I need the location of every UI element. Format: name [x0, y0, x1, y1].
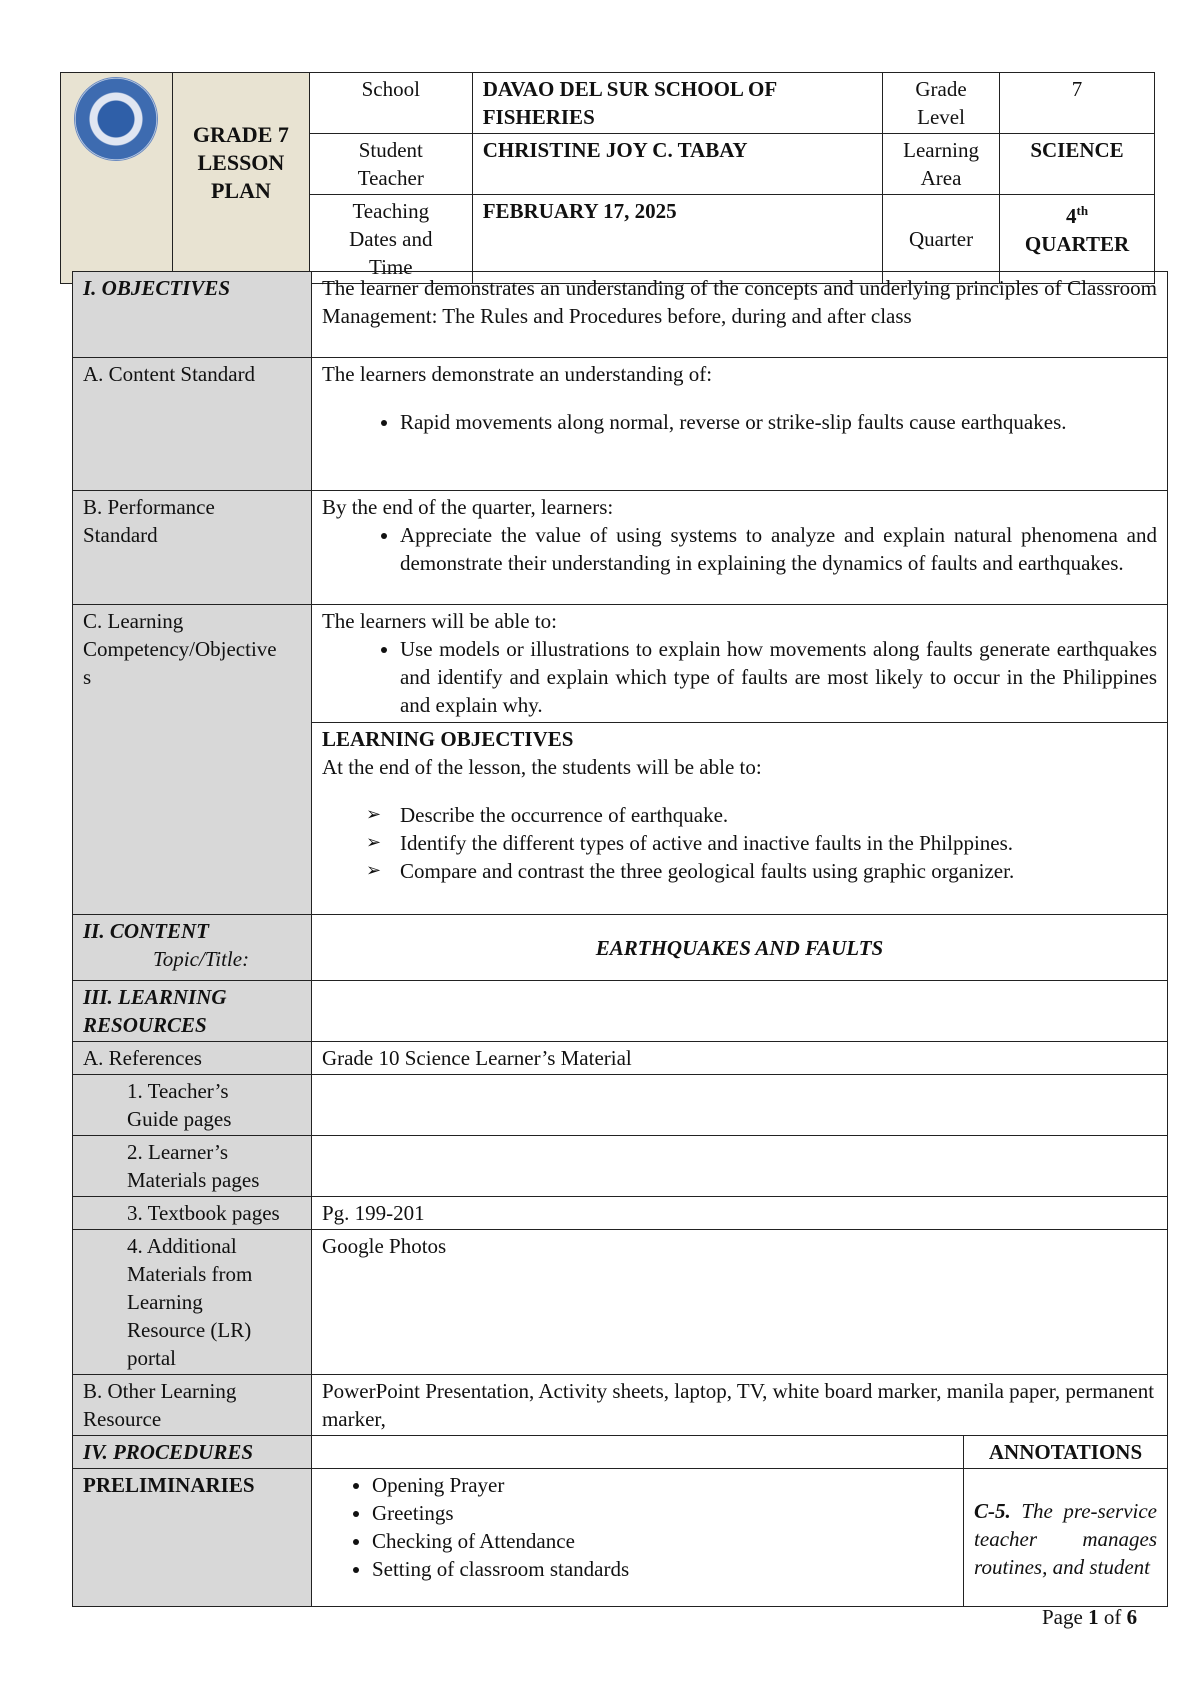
header-table [60, 72, 1155, 284]
textbook-pages-value: Pg. 199-201 [311, 1197, 1167, 1230]
other-resources-value: PowerPoint Presentation, Activity sheets, laptop, TV, white board marker, manila paper, permanent marker, [311, 1375, 1167, 1436]
list-item: • Setting of classroom standards [372, 1555, 953, 1583]
additional-materials-value: Google Photos [311, 1230, 1167, 1375]
objectives-text: The learner demonstrates an understanding of the concepts and underlying principles of Classroom Management: The Rules and Procedures before, during and after class [311, 272, 1167, 358]
objectives-heading: I. OBJECTIVES [73, 272, 312, 358]
list-item: • Rapid movements along normal, reverse or strike-slip faults cause earthquakes. [400, 408, 1157, 436]
student-teacher-value: CHRISTINE JOY C. TABAY [472, 134, 882, 195]
page-number: Page 1 of 6 [1042, 1605, 1138, 1629]
learning-area-value: SCIENCE [1000, 134, 1155, 195]
school-value: DAVAO DEL SUR SCHOOL OF FISHERIES [472, 73, 882, 134]
performance-standard-cell [311, 491, 1167, 605]
annotation-text: The pre-service teacher manages routines, and student [974, 1499, 1157, 1579]
textbook-pages-label: 3. Textbook pages [73, 1197, 312, 1230]
topic-title: EARTHQUAKES AND FAULTS [311, 915, 1167, 981]
additional-materials-label: 4. Additional Materials from Learning Resource (LR) portal [73, 1230, 312, 1375]
resources-heading: III. LEARNING RESOURCES [73, 981, 312, 1042]
grade-level-value: 7 [1000, 73, 1155, 134]
learners-materials-value [311, 1136, 1167, 1197]
content-standard-label: A. Content Standard [73, 358, 312, 491]
annotation-code: C-5. [974, 1499, 1011, 1523]
quarter-label: Quarter [883, 195, 1000, 284]
content-standard-cell [311, 358, 1167, 491]
content-heading: II. CONTENT Topic/Title: [73, 915, 312, 981]
teaching-dates-value: FEBRUARY 17, 2025 [472, 195, 882, 284]
annotation-cell [964, 1469, 1168, 1607]
learning-objectives-heading: LEARNING OBJECTIVES [321, 727, 574, 751]
learning-objectives-cell [311, 723, 1167, 915]
learning-area-label: Learning Area [883, 134, 1000, 195]
lesson-table [72, 271, 1168, 1607]
learners-materials-label: 2. Learner’s Materials pages [73, 1136, 312, 1197]
lesson-plan-title [172, 73, 309, 284]
procedures-heading: IV. PROCEDURES [73, 1436, 312, 1469]
list-item: ➢ Describe the occurrence of earthquake. [400, 801, 1157, 829]
competency-intro: The learners will be able to: [321, 609, 557, 633]
title-line: PLAN [210, 178, 271, 203]
other-resources-label: B. Other Learning Resource [73, 1375, 312, 1436]
list-item: • Appreciate the value of using systems to analyze and explain natural phenomena and demonstrate their understanding in explaining the dynamics of faults and earthquakes. [400, 521, 1157, 577]
references-value: Grade 10 Science Learner’s Material [311, 1042, 1167, 1075]
competency-label: C. Learning Competency/Objective s [73, 605, 312, 915]
performance-standard-label: B. Performance Standard [73, 491, 312, 605]
list-item: • Greetings [372, 1499, 953, 1527]
logo-cell [61, 73, 173, 284]
learning-objectives-intro: At the end of the lesson, the students will be able to: [321, 755, 762, 779]
preliminaries-cell [311, 1469, 963, 1607]
list-item: • Checking of Attendance [372, 1527, 953, 1555]
competency-cell [311, 605, 1167, 723]
title-line: LESSON [197, 150, 285, 175]
quarter-value: 4th QUARTER [1000, 195, 1155, 284]
references-label: A. References [73, 1042, 312, 1075]
teachers-guide-label: 1. Teacher’s Guide pages [73, 1075, 312, 1136]
deped-seal-logo [74, 77, 158, 161]
preliminaries-label: PRELIMINARIES [73, 1469, 312, 1607]
student-teacher-label: Student Teacher [309, 134, 472, 195]
annotations-heading: ANNOTATIONS [964, 1436, 1168, 1469]
procedures-empty-cell [311, 1436, 963, 1469]
list-item: • Use models or illustrations to explain how movements along faults generate earthquakes and identify and explain which type of faults are most likely to occur in the Philippines and explain why. [400, 635, 1157, 719]
list-item: • Opening Prayer [372, 1471, 953, 1499]
performance-standard-intro: By the end of the quarter, learners: [321, 495, 614, 519]
teachers-guide-value [311, 1075, 1167, 1136]
grade-level-label: Grade Level [883, 73, 1000, 134]
resources-empty-cell [311, 981, 1167, 1042]
school-label: School [309, 73, 472, 134]
title-line: GRADE 7 [192, 122, 289, 147]
content-standard-intro: The learners demonstrate an understanding of: [321, 362, 713, 386]
list-item: ➢ Compare and contrast the three geological faults using graphic organizer. [400, 857, 1157, 885]
list-item: ➢ Identify the different types of active and inactive faults in the Philppines. [400, 829, 1157, 857]
teaching-dates-label: Teaching Dates and Time [309, 195, 472, 284]
